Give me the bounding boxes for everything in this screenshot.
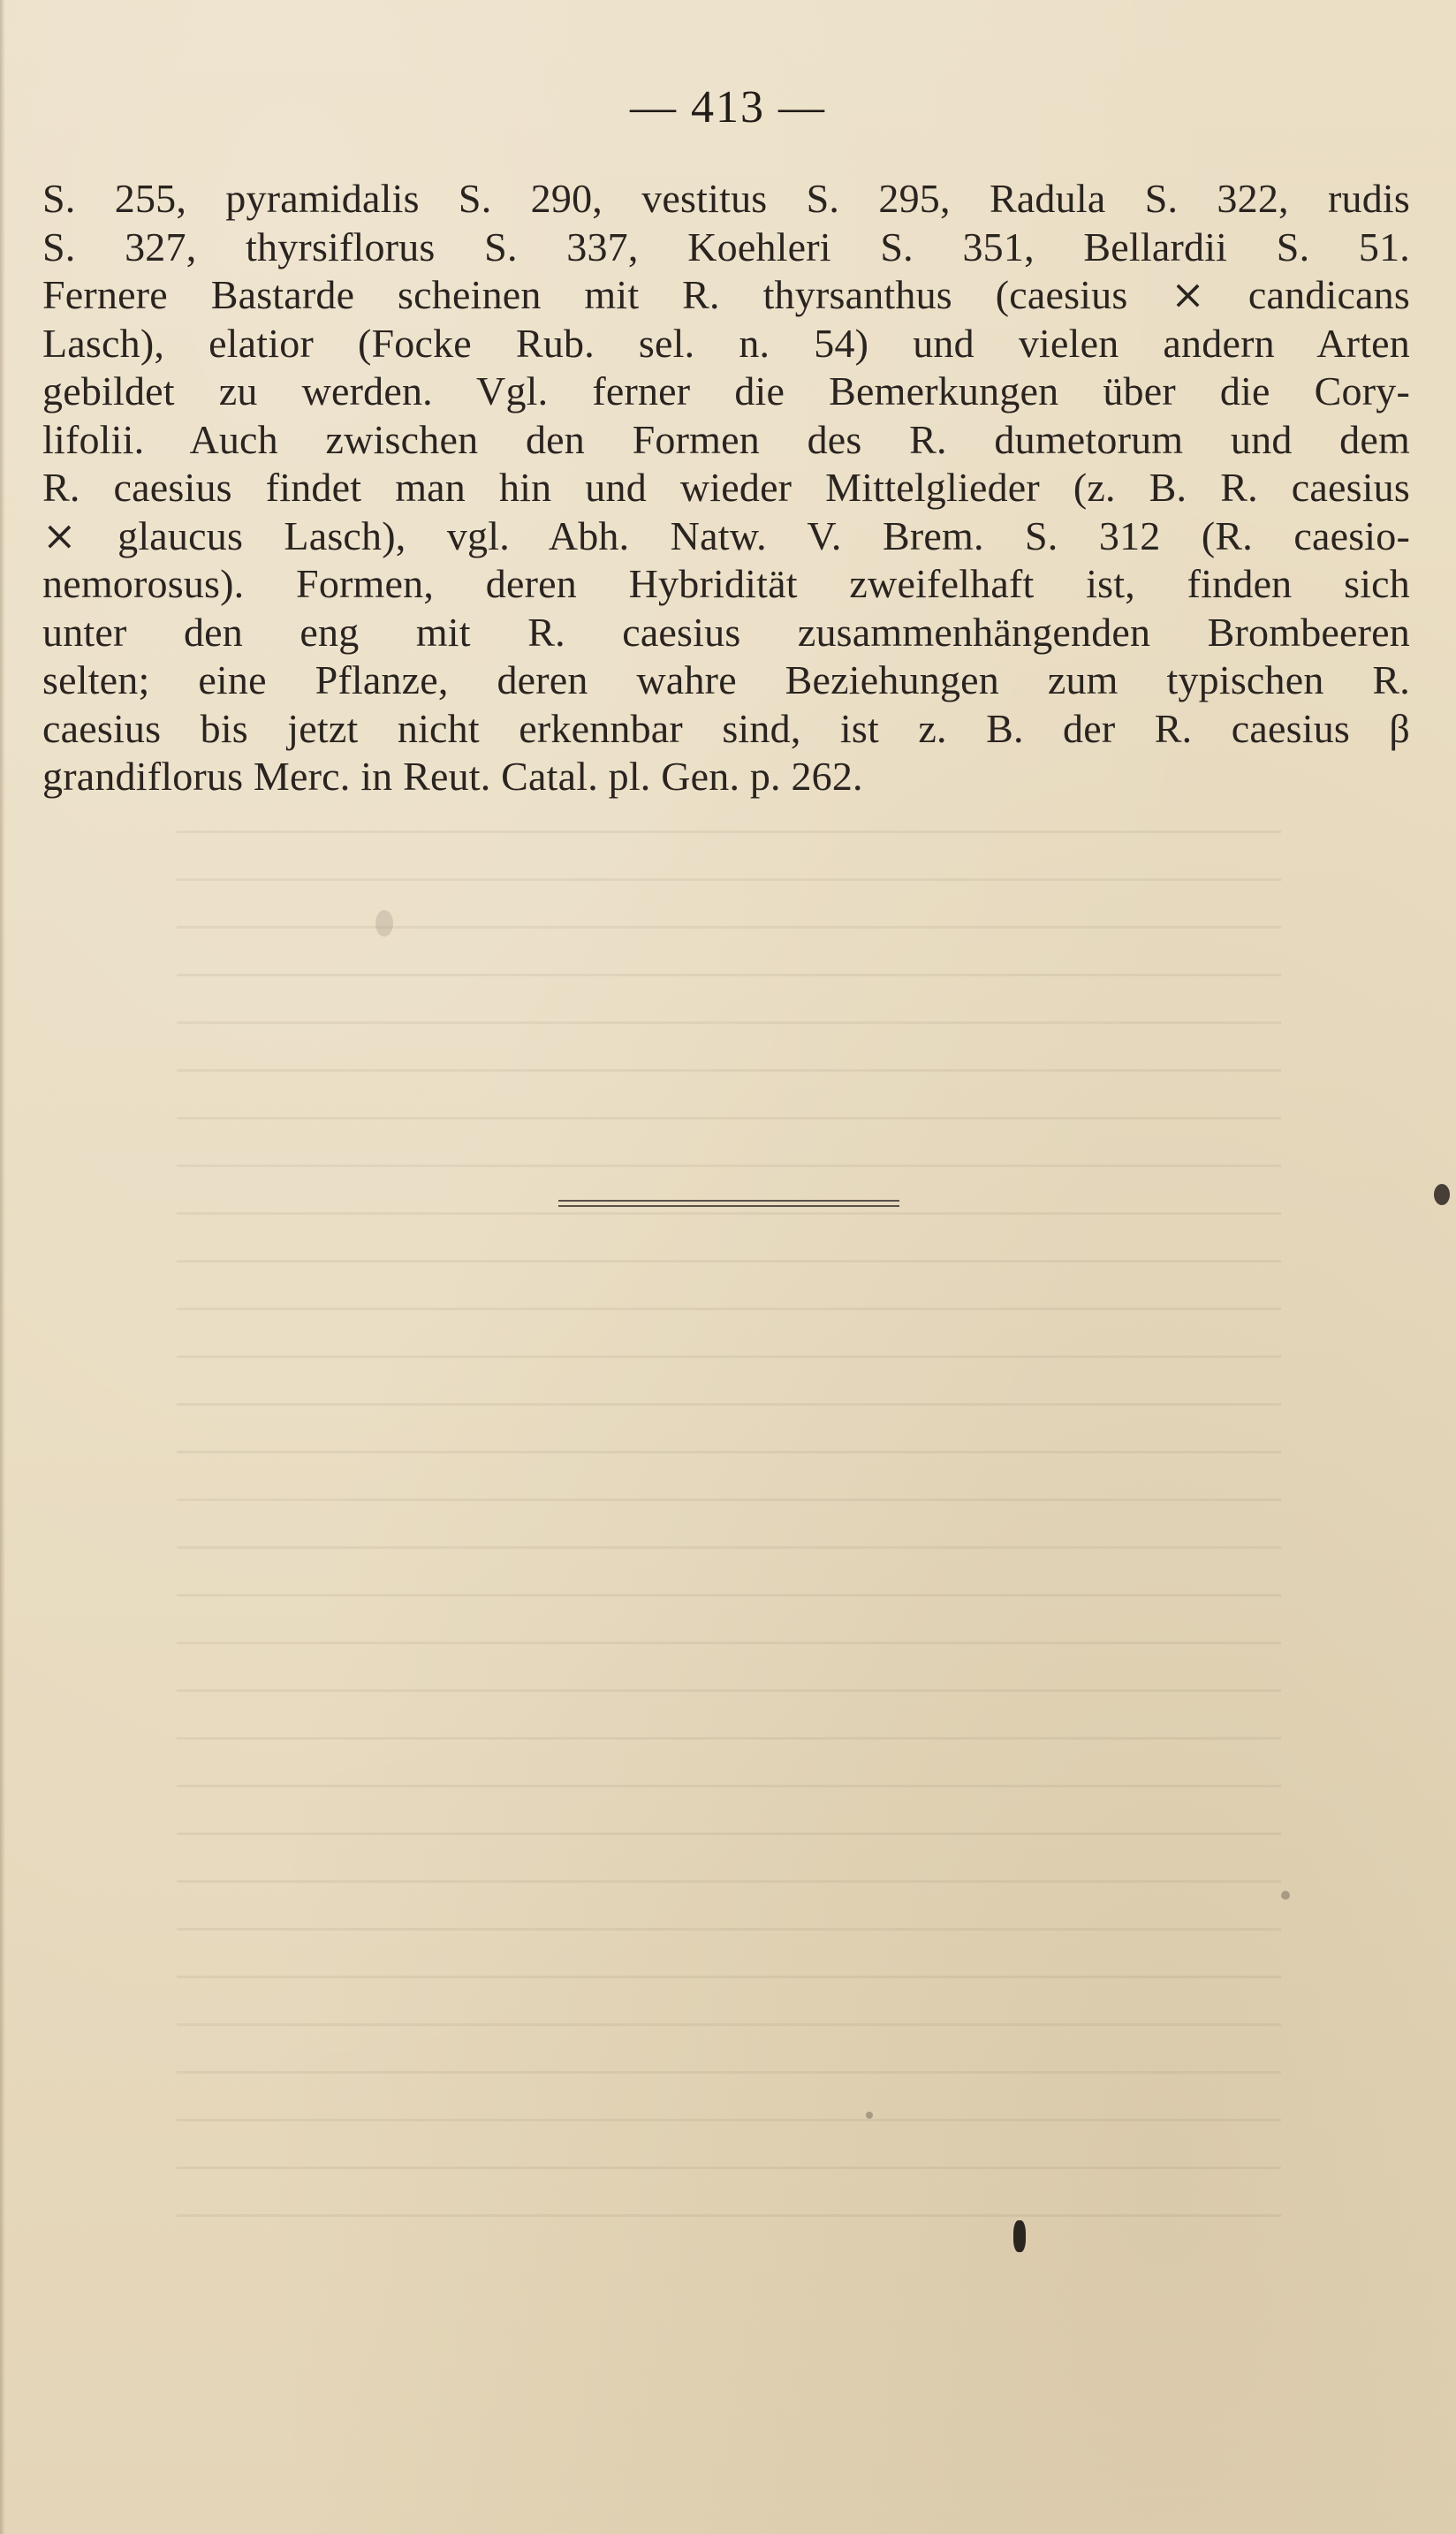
page-edge-shadow bbox=[0, 0, 5, 2534]
text-line: Fernere Bastarde scheinen mit R. thyrsanthus (caesius ⨯ candicans bbox=[42, 272, 1410, 317]
text-line: selten; eine Pflanze, deren wahre Beziehungen zum typischen R. bbox=[42, 657, 1410, 702]
rule-line bbox=[558, 1205, 899, 1207]
text-line: gebildet zu werden. Vgl. ferner die Bemerkungen über die Cory- bbox=[42, 368, 1410, 413]
text-line: unter den eng mit R. caesius zusammenhängenden Brombeeren bbox=[42, 609, 1410, 655]
ink-speck bbox=[1434, 1184, 1450, 1205]
text-line: caesius bis jetzt nicht erkennbar sind, ist z. B. der R. caesius β bbox=[42, 705, 1410, 751]
page-number: — 413 — bbox=[630, 82, 826, 133]
ink-speck bbox=[375, 910, 393, 937]
double-rule-separator bbox=[558, 1200, 899, 1209]
text-line: R. caesius findet man hin und wieder Mittelglieder (z. B. R. caesius bbox=[42, 465, 1410, 510]
text-line: grandiflorus Merc. in Reut. Catal. pl. Gen. p. 262. bbox=[42, 754, 863, 799]
text-line: nemorosus). Formen, deren Hybridität zweifelhaft ist, finden sich bbox=[42, 561, 1410, 606]
text-line: S. 255, pyramidalis S. 290, vestitus S. 295, Radula S. 322, rudis bbox=[42, 176, 1410, 221]
ink-speck bbox=[1281, 1891, 1290, 1900]
text-line: S. 327, thyrsiflorus S. 337, Koehleri S. 351, Bellardii S. 51. bbox=[42, 224, 1410, 269]
bleed-through-texture bbox=[177, 831, 1281, 2244]
text-line: Lasch), elatior (Focke Rub. sel. n. 54) und vielen andern Arten bbox=[42, 320, 1410, 366]
rule-line bbox=[558, 1200, 899, 1202]
text-line: lifolii. Auch zwischen den Formen des R. dumetorum und dem bbox=[42, 416, 1410, 462]
text-line: ⨯ glaucus Lasch), vgl. Abh. Natw. V. Brem. S. 312 (R. caesio- bbox=[42, 512, 1410, 558]
ink-speck bbox=[866, 2112, 873, 2119]
ink-speck bbox=[1013, 2220, 1026, 2252]
body-text bbox=[42, 175, 1410, 801]
